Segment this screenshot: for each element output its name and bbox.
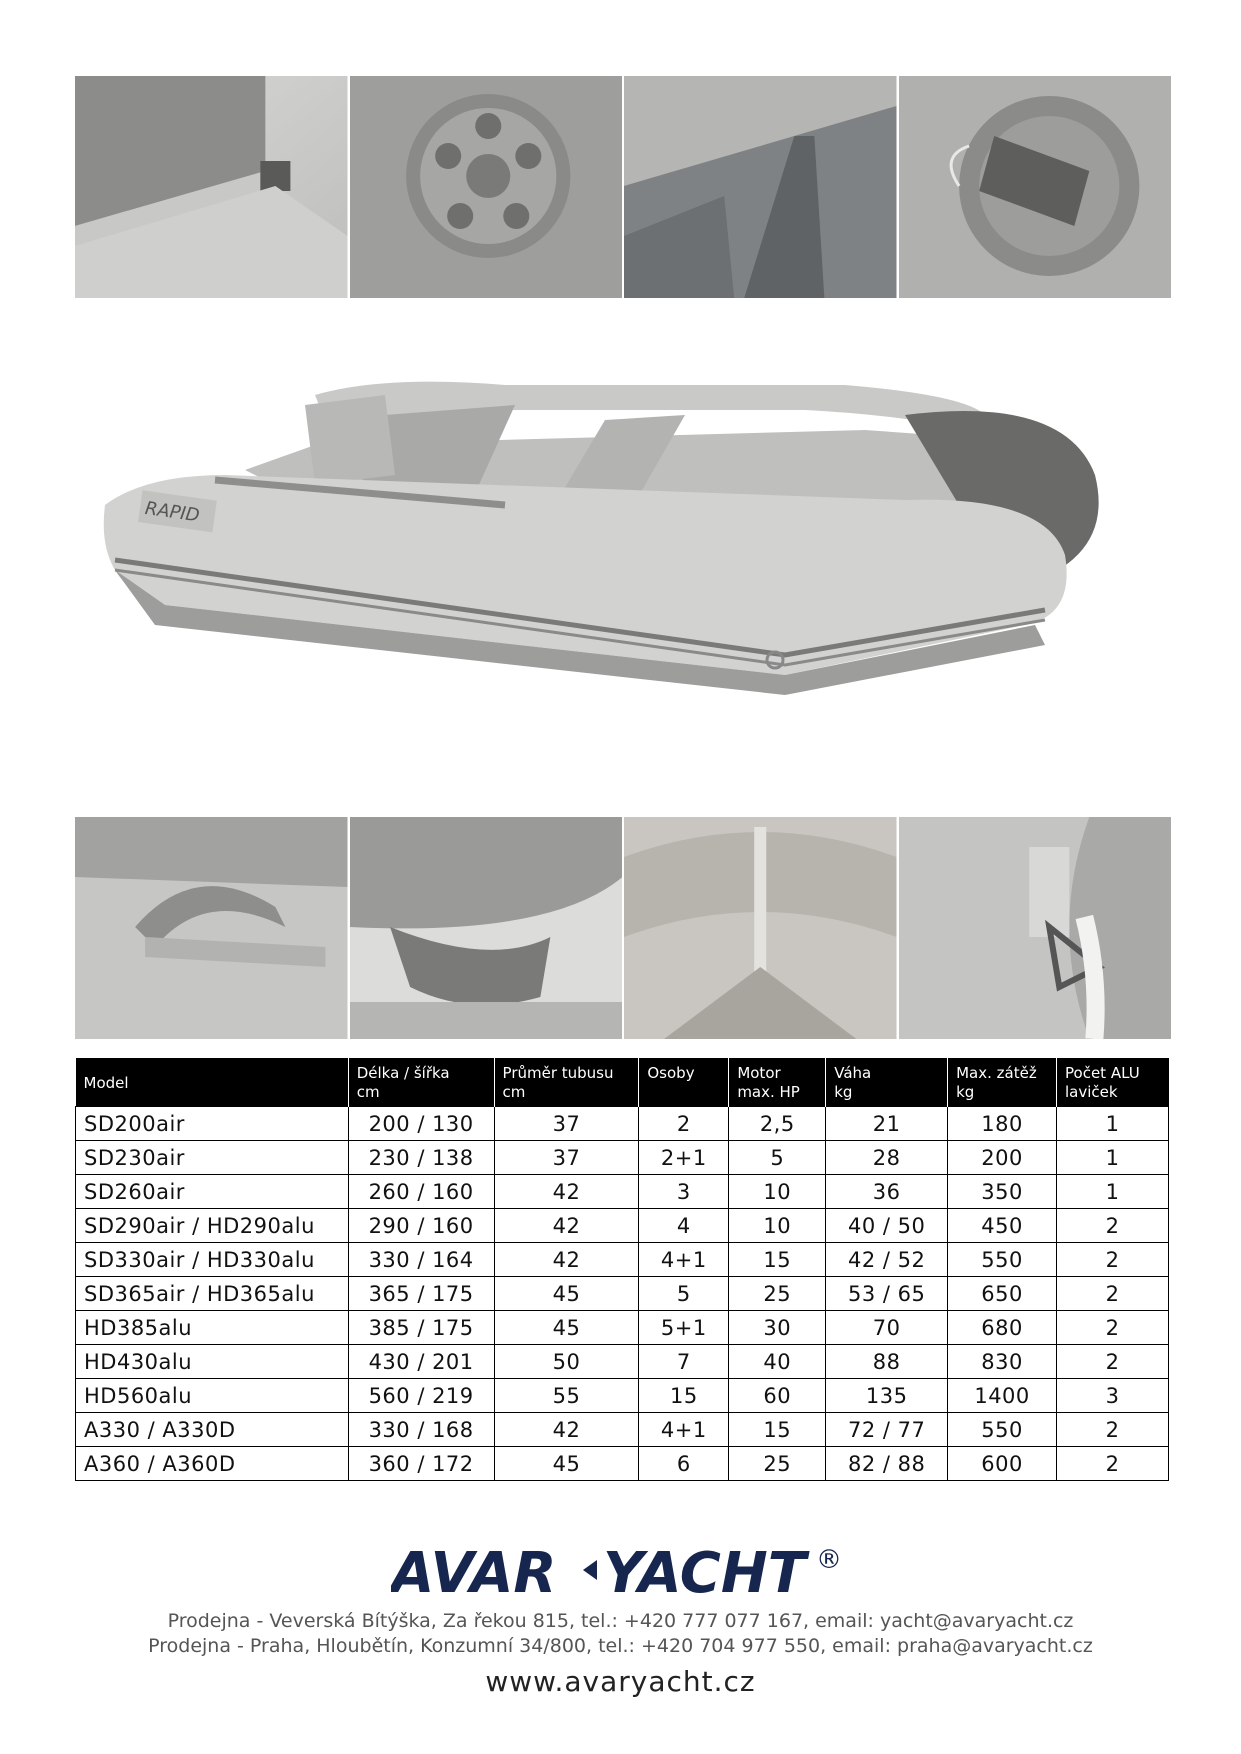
table-cell: 260 / 160 xyxy=(348,1175,494,1209)
table-cell: 680 xyxy=(948,1311,1057,1345)
table-cell: 28 xyxy=(826,1141,948,1175)
photo-row-bottom xyxy=(75,817,1171,1039)
table-cell: A330 / A330D xyxy=(76,1413,349,1447)
table-cell: SD330air / HD330alu xyxy=(76,1243,349,1277)
table-row xyxy=(76,1107,1169,1141)
table-cell: 450 xyxy=(948,1209,1057,1243)
boat-label: RAPID xyxy=(143,497,201,527)
table-row xyxy=(76,1345,1169,1379)
table-cell: 37 xyxy=(494,1141,639,1175)
table-cell: 5+1 xyxy=(639,1311,729,1345)
header-tube-diameter: Průměr tubusu cm xyxy=(494,1058,639,1107)
table-cell: 3 xyxy=(1057,1379,1169,1413)
table-cell: 4+1 xyxy=(639,1243,729,1277)
table-cell: 290 / 160 xyxy=(348,1209,494,1243)
header-max-load: Max. zátěž kg xyxy=(948,1058,1057,1107)
logo-registered-mark: ® xyxy=(815,1545,842,1575)
table-cell: 88 xyxy=(826,1345,948,1379)
table-body xyxy=(76,1107,1169,1481)
table-cell: 365 / 175 xyxy=(348,1277,494,1311)
table-cell: 2 xyxy=(1057,1345,1169,1379)
table-cell: 70 xyxy=(826,1311,948,1345)
logo-text-right: YACHT xyxy=(602,1541,806,1600)
boat-hero-image xyxy=(85,355,1165,780)
table-cell: 7 xyxy=(639,1345,729,1379)
table-cell: 50 xyxy=(494,1345,639,1379)
table-cell: 550 xyxy=(948,1413,1057,1447)
avar-yacht-logo xyxy=(0,1540,1241,1604)
table-cell: 25 xyxy=(729,1447,826,1481)
photo-keel xyxy=(350,817,623,1039)
table-cell: 15 xyxy=(729,1243,826,1277)
table-cell: 45 xyxy=(494,1311,639,1345)
logo-text-left: AVAR xyxy=(390,1541,557,1600)
table-header-row xyxy=(76,1058,1169,1107)
table-cell: 6 xyxy=(639,1447,729,1481)
table-row xyxy=(76,1243,1169,1277)
table-cell: 2,5 xyxy=(729,1107,826,1141)
table-cell: 45 xyxy=(494,1277,639,1311)
table-cell: 53 / 65 xyxy=(826,1277,948,1311)
photo-seat-bracket xyxy=(75,76,348,298)
table-cell: 385 / 175 xyxy=(348,1311,494,1345)
table-cell: 21 xyxy=(826,1107,948,1141)
photo-d-ring xyxy=(899,817,1172,1039)
table-cell: 2 xyxy=(1057,1413,1169,1447)
table-row xyxy=(76,1141,1169,1175)
table-cell: 5 xyxy=(729,1141,826,1175)
table-cell: 82 / 88 xyxy=(826,1447,948,1481)
table-cell: 2 xyxy=(1057,1243,1169,1277)
table-cell: 360 / 172 xyxy=(348,1447,494,1481)
table-cell: 650 xyxy=(948,1277,1057,1311)
photo-bow-interior xyxy=(624,817,897,1039)
table-cell: 60 xyxy=(729,1379,826,1413)
table-cell: 42 xyxy=(494,1243,639,1277)
table-cell: 200 xyxy=(948,1141,1057,1175)
table-cell: 40 xyxy=(729,1345,826,1379)
table-cell: 42 / 52 xyxy=(826,1243,948,1277)
footer-store-2: Prodejna - Praha, Hloubětín, Konzumní 34/800, tel.: +420 704 977 550, email: praha@avaryacht.cz xyxy=(148,1635,1093,1657)
table-cell: 37 xyxy=(494,1107,639,1141)
table-row xyxy=(76,1209,1169,1243)
table-cell: 42 xyxy=(494,1175,639,1209)
table-cell: 180 xyxy=(948,1107,1057,1141)
footer-website-link[interactable]: www.avaryacht.cz xyxy=(485,1665,756,1698)
table-cell: 3 xyxy=(639,1175,729,1209)
table-cell: 2 xyxy=(1057,1447,1169,1481)
table-cell: 550 xyxy=(948,1243,1057,1277)
table-cell: 1 xyxy=(1057,1175,1169,1209)
header-length-width: Délka / šířka cm xyxy=(348,1058,494,1107)
table-cell: 330 / 164 xyxy=(348,1243,494,1277)
footer-store-1: Prodejna - Veverská Bítýška, Za řekou 815, tel.: +420 777 077 167, email: yacht@avaryacht.cz xyxy=(167,1610,1074,1632)
table-cell: HD560alu xyxy=(76,1379,349,1413)
table-row xyxy=(76,1175,1169,1209)
table-cell: HD385alu xyxy=(76,1311,349,1345)
table-cell: 2 xyxy=(639,1107,729,1141)
spec-table xyxy=(75,1058,1169,1481)
table-row xyxy=(76,1311,1169,1345)
photo-drain-plug xyxy=(899,76,1172,298)
table-cell: 830 xyxy=(948,1345,1057,1379)
table-cell: 330 / 168 xyxy=(348,1413,494,1447)
table-cell: 430 / 201 xyxy=(348,1345,494,1379)
table-row xyxy=(76,1379,1169,1413)
table-cell: 45 xyxy=(494,1447,639,1481)
table-cell: 10 xyxy=(729,1175,826,1209)
table-cell: SD230air xyxy=(76,1141,349,1175)
table-cell: 1 xyxy=(1057,1107,1169,1141)
table-cell: 40 / 50 xyxy=(826,1209,948,1243)
table-cell: A360 / A360D xyxy=(76,1447,349,1481)
table-cell: 230 / 138 xyxy=(348,1141,494,1175)
photo-inflation-valve xyxy=(350,76,623,298)
table-cell: SD365air / HD365alu xyxy=(76,1277,349,1311)
table-cell: 1 xyxy=(1057,1141,1169,1175)
table-cell: 4 xyxy=(639,1209,729,1243)
table-cell: 560 / 219 xyxy=(348,1379,494,1413)
table-cell: 135 xyxy=(826,1379,948,1413)
table-cell: SD290air / HD290alu xyxy=(76,1209,349,1243)
table-cell: 42 xyxy=(494,1209,639,1243)
table-cell: 36 xyxy=(826,1175,948,1209)
table-row xyxy=(76,1447,1169,1481)
header-benches: Počet ALU laviček xyxy=(1057,1058,1169,1107)
table-cell: 25 xyxy=(729,1277,826,1311)
table-cell: HD430alu xyxy=(76,1345,349,1379)
table-cell: 200 / 130 xyxy=(348,1107,494,1141)
table-cell: 2+1 xyxy=(639,1141,729,1175)
table-row xyxy=(76,1277,1169,1311)
header-weight: Váha kg xyxy=(826,1058,948,1107)
photo-row-top xyxy=(75,76,1171,298)
table-cell: SD260air xyxy=(76,1175,349,1209)
table-cell: 2 xyxy=(1057,1209,1169,1243)
table-row xyxy=(76,1413,1169,1447)
header-persons: Osoby xyxy=(639,1058,729,1107)
header-model: Model xyxy=(76,1058,349,1107)
table-cell: 5 xyxy=(639,1277,729,1311)
table-cell: 600 xyxy=(948,1447,1057,1481)
table-cell: 42 xyxy=(494,1413,639,1447)
header-motor: Motor max. HP xyxy=(729,1058,826,1107)
table-cell: 2 xyxy=(1057,1311,1169,1345)
table-cell: 1400 xyxy=(948,1379,1057,1413)
photo-handle xyxy=(75,817,348,1039)
table-cell: SD200air xyxy=(76,1107,349,1141)
table-cell: 55 xyxy=(494,1379,639,1413)
table-cell: 10 xyxy=(729,1209,826,1243)
table-cell: 4+1 xyxy=(639,1413,729,1447)
table-cell: 72 / 77 xyxy=(826,1413,948,1447)
table-cell: 30 xyxy=(729,1311,826,1345)
table-cell: 15 xyxy=(639,1379,729,1413)
photo-floor-interior xyxy=(624,76,897,298)
table-cell: 350 xyxy=(948,1175,1057,1209)
table-cell: 15 xyxy=(729,1413,826,1447)
table-cell: 2 xyxy=(1057,1277,1169,1311)
